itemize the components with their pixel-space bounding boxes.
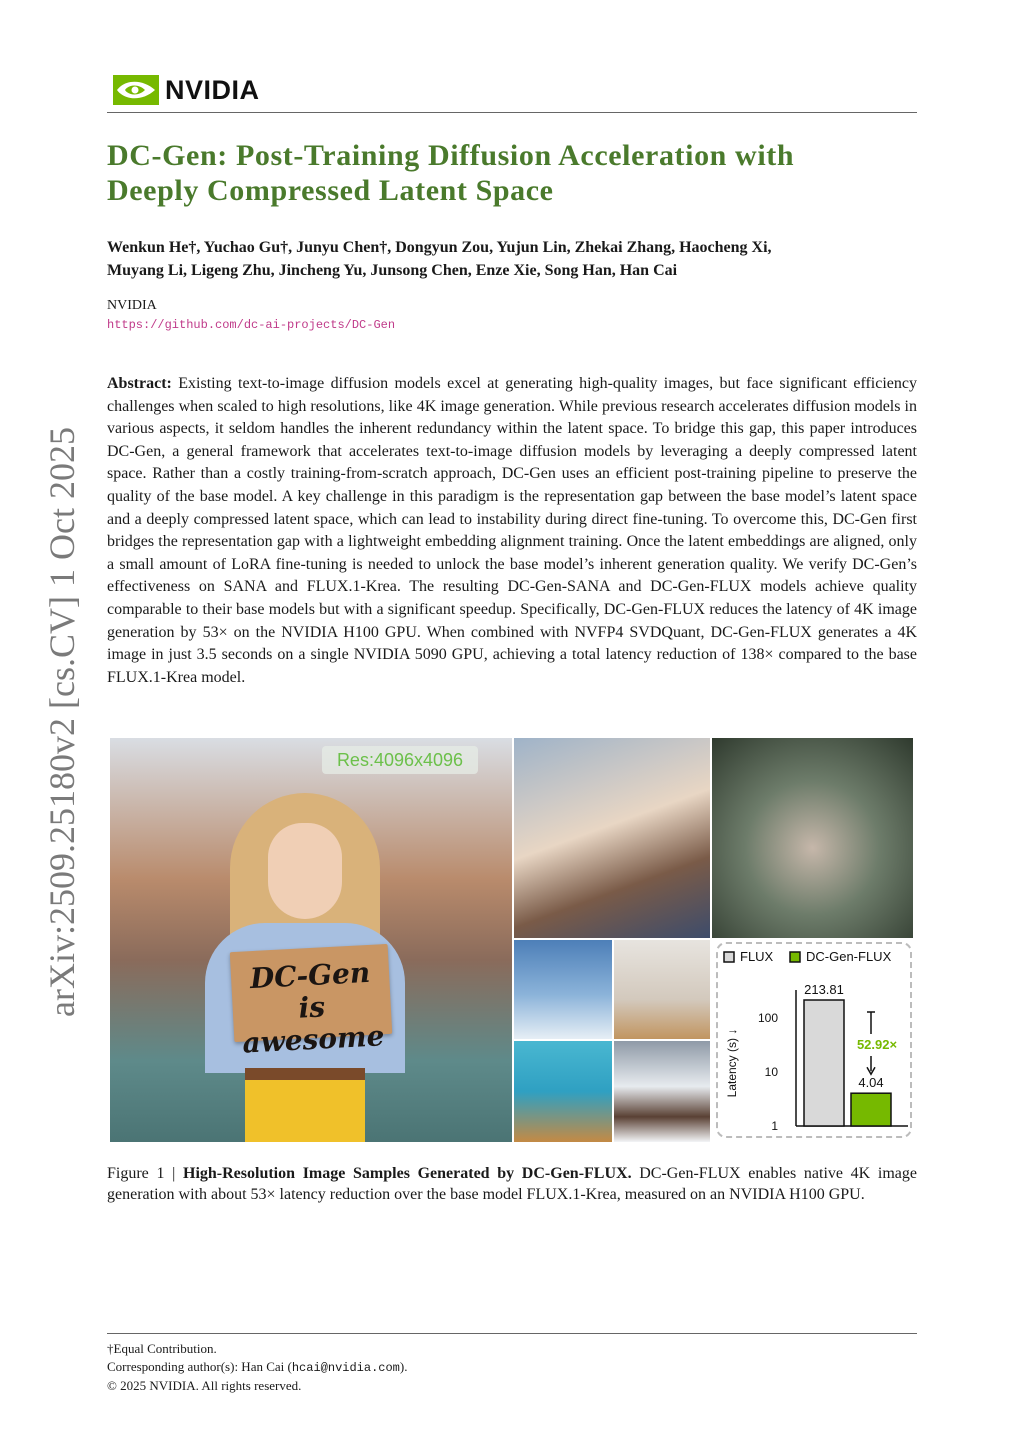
nvidia-eye-icon [113,75,159,105]
portrait-belt [245,1068,365,1080]
abstract [107,373,917,689]
bar-value-label-1: 213.81 [804,982,844,997]
y-tick-label-1: 1 [771,1119,778,1133]
snow-cabin-image [614,1041,710,1142]
arxiv-identifier: arXiv:2509.25180v2 [cs.CV] 1 Oct 2025 [42,427,82,1017]
sign-line-2: is awesome [241,990,386,1060]
footnotes [107,1340,917,1395]
latency-chart [716,942,912,1138]
bar-1 [804,1000,844,1126]
speedup-label: 52.92× [856,1037,898,1052]
brand-name: NVIDIA [165,74,260,105]
bar-2 [851,1093,891,1126]
headphones-portrait-image [514,738,710,938]
corresponding-email[interactable]: hcai@nvidia.com [291,1360,400,1375]
figure-1 [110,738,913,1142]
latency-chart-svg [718,944,910,1136]
fairy-image [712,738,913,938]
corresponding-author-note [107,1358,917,1378]
header-rule [107,112,917,113]
equal-contribution-note: †Equal Contribution. [107,1341,217,1356]
venice-portrait-image [110,738,512,1142]
swimming-dog-image [514,1041,612,1142]
paper-title [107,138,917,208]
author-list [107,236,917,282]
legend-label-1: FLUX [740,949,774,964]
repository-link[interactable]: https://github.com/dc-ai-projects/DC-Gen [107,318,396,332]
corresponding-prefix: Corresponding author(s): Han Cai ( [107,1358,292,1374]
title-line-1: DC-Gen: Post-Training Diffusion Acceleration with [107,139,795,172]
bar-value-label-2: 4.04 [858,1075,884,1091]
legend-swatch-1 [724,952,734,962]
dragon-image [514,940,612,1039]
y-tick-label-100: 100 [757,1010,778,1025]
caption-text: DC-Gen-FLUX enables native 4K image generation with about 53× latency reduction over the base model FLUX.1-Krea, measured on an NVIDIA H100 GPU. [107,1165,917,1203]
y-axis-label: Latency (s) ↓ [725,1028,739,1098]
sign-line-1: DC-Gen [249,955,372,996]
title-line-2: Deeply Compressed Latent Space [107,174,554,207]
figure-caption [107,1163,917,1205]
abstract-text: Existing text-to-image diffusion models excel at generating high-quality images, but face significant efficiency challenges when scaled to high resolutions, like 4K image generation. While previous research accelerates diffusion models in various aspects, it seldom handles the inherent redundancy within the latent space. To bridge this gap, this paper introduces DC-Gen, a general framework that accelerates text-to-image diffusion models by leveraging a deeply compressed latent space. Rather than a costly training-from-scratch approach, DC-Gen uses an efficient post-training pipeline to preserve the quality of the base model. A key challenge in this paradigm is the representation gap between the base model’s latent space and a deeply compressed latent space, which can lead to instability during direct fine-tuning. To overcome this, DC-Gen first bridges the representation gap with a lightweight embedding alignment training. Once the latent embeddings are aligned, only a small amount of LoRA fine-tuning is needed to unlock the base model’s inherent generation quality. We verify DC-Gen’s effectiveness on SANA and FLUX.1-Krea. The resulting DC-Gen-SANA and DC-Gen-FLUX models achieve quality comparable to their base models but with a significant speedup. Specifically, DC-Gen-FLUX reduces the latency of 4K image generation by 53× on the NVIDIA H100 GPU. When combined with NVFP4 SVDQuant, DC-Gen-FLUX generates a 4K image in just 3.5 seconds on a single NVIDIA 5090 GPU, achieving a total latency reduction of 138× compared to the base FLUX.1-Krea model. [107,375,918,686]
authors-line-2: Muyang Li, Ligeng Zhu, Jincheng Yu, Junsong Chen, Enze Xie, Song Han, Han Cai [107,262,678,279]
caption-label: Figure 1 | [107,1165,183,1182]
nvidia-logo [113,74,260,106]
y-tick-label-10: 10 [764,1064,778,1079]
affiliation: NVIDIA [107,298,157,313]
chef-cat-image [614,940,710,1039]
handheld-sign [230,944,392,1060]
portrait-face [268,823,342,919]
abstract-label: Abstract: [107,375,172,392]
legend-label-2: DC-Gen-FLUX [806,949,892,964]
copyright-note: © 2025 NVIDIA. All rights reserved. [107,1378,302,1393]
legend-swatch-2 [790,952,800,962]
resolution-label: Res:4096x4096 [322,746,478,774]
corresponding-suffix: ). [399,1358,408,1374]
sign-text [230,956,393,1060]
authors-line-1: Wenkun He†, Yuchao Gu†, Junyu Chen†, Dongyun Zou, Yujun Lin, Zhekai Zhang, Haocheng Xi, [107,239,772,256]
caption-title: High-Resolution Image Samples Generated by DC-Gen-FLUX. [183,1165,632,1182]
footnote-rule [107,1333,917,1334]
